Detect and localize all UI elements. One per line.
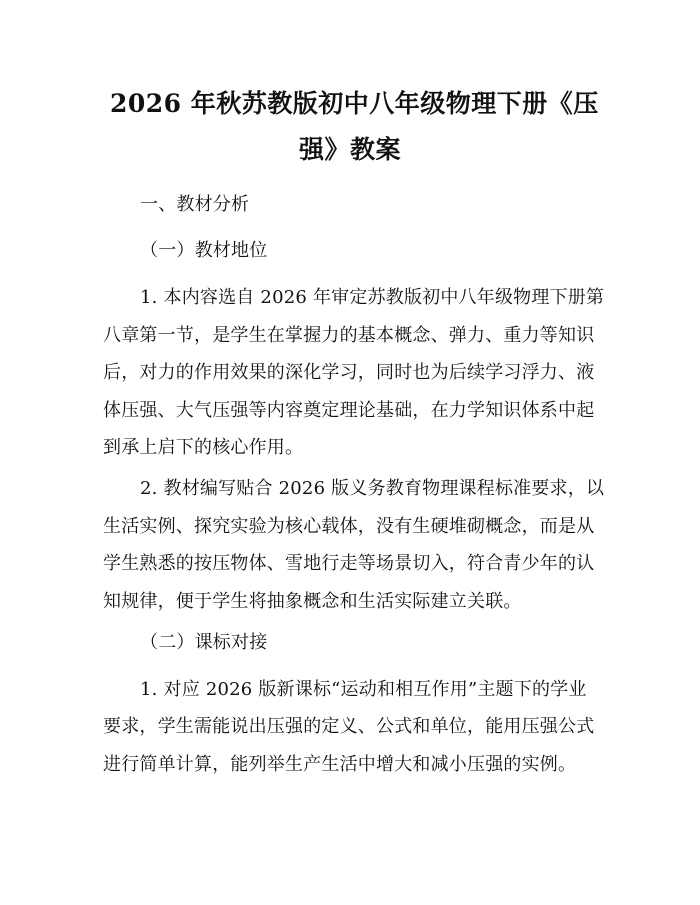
section-heading-teaching-material-analysis: 一、教材分析 <box>140 194 250 215</box>
paragraph-line: 学生熟悉的按压物体、雪地行走等场景切入，符合青少年的认 <box>103 553 595 574</box>
document-title-line-1: 2026 年秋苏教版初中八年级物理下册《压 <box>110 89 599 118</box>
paragraph-line: 进行简单计算，能列举生产生活中增大和减小压强的实例。 <box>103 754 577 775</box>
paragraph-line: 生活实例、探究实验为核心载体，没有生硬堆砌概念，而是从 <box>103 516 595 537</box>
subsection-heading-material-position: （一）教材地位 <box>140 240 268 261</box>
paragraph-line: 2. 教材编写贴合 2026 版义务教育物理课程标准要求，以 <box>140 478 605 499</box>
subsection-heading-curriculum-alignment: （二）课标对接 <box>140 632 268 653</box>
paragraph-line: 知规律，便于学生将抽象概念和生活实际建立关联。 <box>103 591 522 612</box>
paragraph-line: 1. 对应 2026 版新课标“运动和相互作用”主题下的学业 <box>140 679 587 700</box>
paragraph-line: 后，对力的作用效果的深化学习，同时也为后续学习浮力、液 <box>103 362 595 383</box>
paragraph-line: 到承上启下的核心作用。 <box>103 437 304 458</box>
paragraph-line: 1. 本内容选自 2026 年审定苏教版初中八年级物理下册第 <box>140 287 605 308</box>
document-title-line-2: 强》教案 <box>298 135 401 164</box>
paragraph-line: 要求，学生需能说出压强的定义、公式和单位，能用压强公式 <box>103 716 595 737</box>
paragraph-line: 体压强、大气压强等内容奠定理论基础，在力学知识体系中起 <box>103 400 595 421</box>
paragraph-line: 八章第一节，是学生在掌握力的基本概念、弹力、重力等知识 <box>103 325 595 346</box>
